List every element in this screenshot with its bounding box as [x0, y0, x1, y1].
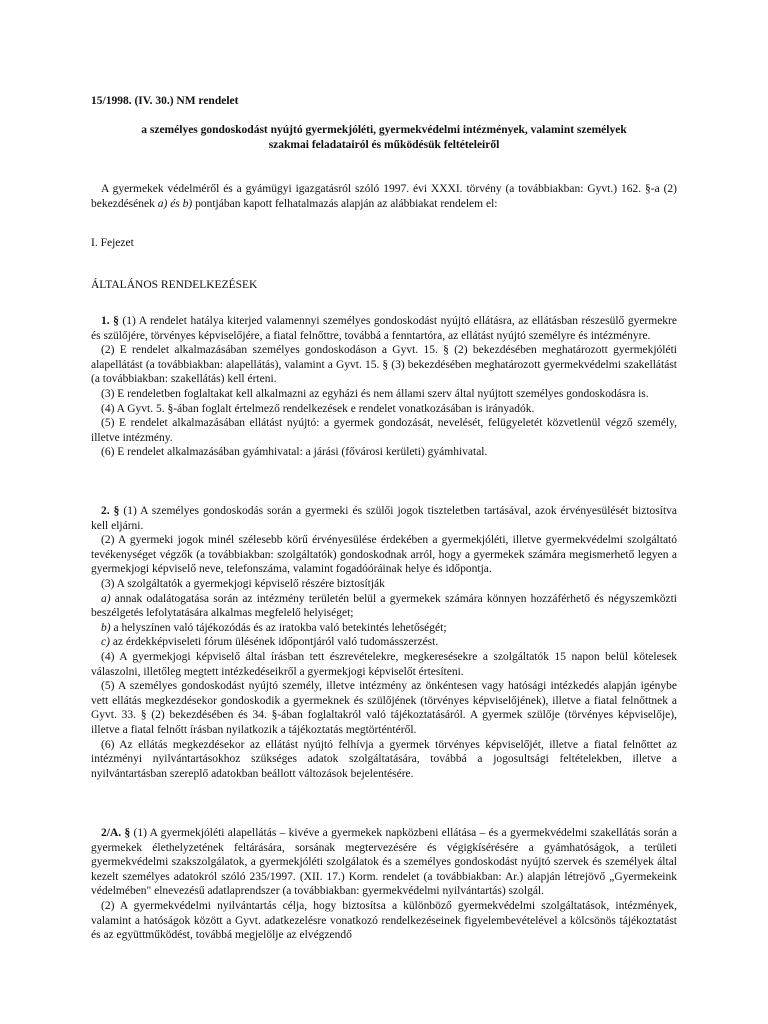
- section-2-point-c: c) az érdekképviseleti fórum ülésének időpontjáról való tudomásszerzést.: [101, 636, 439, 649]
- regulation-number: 15/1998. (IV. 30.) NM rendelet: [91, 95, 239, 107]
- section-1-paragraph-4: (4) A Gyvt. 5. §-ában foglalt értelmező rendelkezések e rendelet vonatkozásában is irányadók.: [101, 402, 535, 415]
- section-1: [91, 314, 677, 460]
- preamble-text-italic: a) és b): [157, 197, 193, 210]
- chapter-number: I. Fejezet: [91, 237, 134, 249]
- section-2a-paragraph-1: 2/A. § (1) A gyermekjóléti alapellátás – kivéve a gyermekek napközbeni ellátása – és a gyermekvédelmi szakellátás során a gyermekek élethelyzetének feltárására, sorsának megtervezésére és végigkísérésére a gyámhatóságok, a területi gyermekvédelmi szakszolgálatok, a gyermekjóléti szolgálatok és a személyes gondoskodást nyújtó szervek és személyek által kezelt személyes adatokról szóló 235/1997. (XII. 17.) Korm. rendelet (a továbbiakban: Ar.) alapján létrejövő „Gyermekeink védelmében" elnevezésű adatlaprendszer (a továbbiakban: gyermekvédelmi nyilvántartás) szolgál.: [91, 827, 678, 898]
- subtitle-line-1: a személyes gondoskodást nyújtó gyermekjóléti, gyermekvédelmi intézmények, valamint személyek: [141, 124, 627, 136]
- section-2a: [91, 826, 677, 943]
- section-2-number: 2. §: [101, 505, 120, 517]
- section-2-point-b: b) a helyszínen való tájékozódás és az iratokba való betekintés lehetőségét;: [101, 621, 447, 634]
- section-2-paragraph-2: (2) A gyermeki jogok minél szélesebb körű érvényesülése érdekében a gyermekjóléti, illetve gyermekvédelmi szolgáltató tevékenységet végzők (a továbbiakban: szolgáltatók) gondoskodnak arról, hogy a gyermekek számára megismerhető legyen a gyermekjogi képviselő neve, telefonszáma, valamint fogadóóráinak helye és időpontja.: [91, 534, 677, 576]
- section-1-paragraph-1: 1. § (1) A rendelet hatálya kiterjed valamennyi személyes gondoskodást nyújtó ellátásra, az ellátásban részesülő gyermekre és szülőjére, törvényes képviselőjére, a fiatal felnőttre, továbbá a fenntartóra, az ellátást nyújtó személyre és intézményre.: [91, 315, 677, 342]
- section-1-paragraph-3: (3) E rendeletben foglaltakat kell alkalmazni az egyházi és nem állami szerv által nyújtott személyes gondoskodásra is.: [101, 387, 649, 400]
- section-2: [91, 504, 677, 781]
- preamble: [91, 182, 677, 211]
- subtitle-line-2: szakmai feladatairól és működésük feltételeiről: [268, 138, 500, 151]
- section-1-number: 1. §: [101, 315, 119, 327]
- section-1-paragraph-5: (5) E rendelet alkalmazásában ellátást nyújtó: a gyermek gondozását, nevelését, felügyeletét közvetlenül végző személy, illetve intézmény.: [91, 417, 677, 444]
- preamble-paragraph: [91, 182, 677, 211]
- chapter-title: ÁLTALÁNOS RENDELKEZÉSEK: [91, 279, 258, 291]
- preamble-text-after: pontjában kapott felhatalmazás alapján az alábbiakat rendelem el:: [192, 197, 498, 210]
- section-1-paragraph-6: (6) E rendelet alkalmazásában gyámhivatal: a járási (fővárosi kerületi) gyámhivatal.: [101, 446, 488, 459]
- section-2a-paragraph-2: (2) A gyermekvédelmi nyilvántartás célja, hogy biztosítsa a különböző gyermekvédelmi szolgáltatások, intézmények, valamint a hatóságok között a Gyvt. adatkezelésre vonatkozó rendelkezéseinek figyelembevételével a kölcsönös tájékoztatást és az együttműködést, továbbá megjelölje az elvégzendő: [91, 899, 677, 942]
- section-2-point-a: a) annak odalátogatása során az intézmény területén belül a gyermekek számára könnyen hozzáférhető és négyszemközti beszélgetés lefolytatására alkalmas megfelelő helyiséget;: [91, 592, 677, 620]
- section-2-paragraph-4: (4) A gyermekjogi képviselő által írásban tett észrevételekre, megkeresésekre a szolgáltatók 15 napon belül kötelesek válaszolni, illetőleg megtett intézkedéseikről a gyermekjogi képviselőt értesíteni.: [91, 650, 677, 678]
- regulation-subtitle: [91, 123, 677, 152]
- section-2-paragraph-5: (5) A személyes gondoskodást nyújtó személy, illetve intézmény az önkéntesen vagy hatósági intézkedés alapján igénybe vett ellátás megkezdésekor gondoskodik a gyermeknek és szülőjének (törvényes képviselőjének), illetve a fiatal felnőttnek a Gyvt. 33. § (2) bekezdésében és 34. §-ában foglaltakról való tájékoztatásáról. A gyermek szülője (törvényes képviselője), illetve a fiatal felnőtt írásban nyilatkozik a tájékoztatás megtörténtéről.: [91, 680, 677, 736]
- section-2-paragraph-3: (3) A szolgáltatók a gyermekjogi képviselő részére biztosítják: [101, 577, 385, 590]
- section-2-paragraph-6: (6) Az ellátás megkezdésekor az ellátást nyújtó felhívja a gyermek törvényes képviselőjét, illetve a fiatal felnőttet az intézményi nyilvántartásokhoz szükséges adatok szolgáltatására, továbbá a jogosultsági feltételekben, illetve a nyilvántartásban szereplő adatokban beállott változások bejelentésére.: [91, 738, 677, 780]
- section-2-paragraph-1: 2. § (1) A személyes gondoskodás során a gyermeki és szülői jogok tiszteletben tartásával, azok érvényesülését biztosítva kell eljárni.: [91, 505, 678, 532]
- preamble-text-before: A gyermekek védelméről és a gyámügyi igazgatásról szóló 1997. évi XXXI. törvény (a továbbiakban: Gyvt.) 162. §-a (2) bekezdésének: [91, 183, 677, 210]
- section-1-paragraph-2: (2) E rendelet alkalmazásában személyes gondoskodáson a Gyvt. 15. § (2) bekezdésében meghatározott gyermekjóléti alapellátást (a továbbiakban: alapellátás), valamint a Gyvt. 15. § (3) bekezdésében meghatározott gyermekvédelmi szakellátást (a továbbiakban: szakellátás) kell érteni.: [91, 344, 677, 386]
- section-2a-number: 2/A. §: [101, 827, 131, 839]
